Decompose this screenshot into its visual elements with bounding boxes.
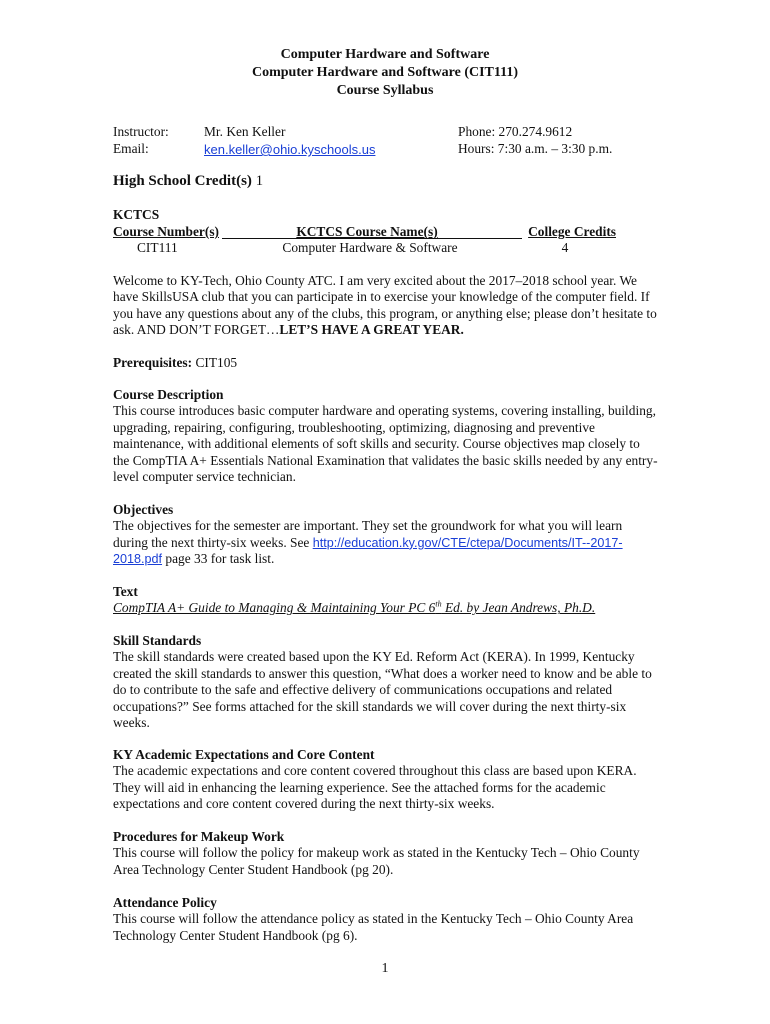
textbook-title: [113, 600, 658, 616]
welcome-paragraph: [113, 273, 658, 339]
credits-label: High School Credit(s): [113, 173, 252, 189]
makeup-heading: Procedures for Makeup Work: [113, 829, 285, 844]
attendance-heading: Attendance Policy: [113, 895, 217, 910]
prerequisites-value: CIT105: [195, 355, 238, 370]
attendance-section: [113, 895, 658, 944]
high-school-credits: [113, 173, 263, 190]
instructor-label: Instructor:: [113, 124, 169, 139]
kctcs-col-credits-label: College Credits: [528, 224, 616, 239]
instructor-name: Mr. Ken Keller: [204, 124, 286, 139]
objectives-text: The objectives for the semester are important. They set the groundwork for what you will learn during the next thirty-six weeks. See: [113, 518, 623, 550]
kctcs-underline-gap: [222, 238, 522, 239]
kctcs-col-course-number: Course Number(s): [113, 224, 219, 239]
ky-academic-section: [113, 747, 658, 813]
kctcs-row-name: Computer Hardware & Software: [282, 240, 458, 255]
phone-number: Phone: 270.274.9612: [458, 124, 573, 139]
course-description-heading: Course Description: [113, 387, 224, 402]
makeup-section: [113, 829, 658, 878]
objectives-text-after: page 33 for task list.: [162, 551, 275, 567]
textbook-title-main: CompTIA A+ Guide to Managing & Maintaining Your PC 6: [113, 600, 436, 616]
kctcs-row-number: CIT111: [137, 240, 178, 255]
ky-academic-text: The academic expectations and core content covered throughout this class are based upon KERA. They will aid in enhancing the learning experience. See the attached forms for the academic expectations and core content covered during the next thirty-six weeks.: [113, 763, 637, 812]
email-link[interactable]: ken.keller@ohio.kyschools.us: [204, 142, 376, 157]
text-section: [113, 584, 658, 617]
textbook-author: Ed. by Jean Andrews, Ph.D.: [441, 600, 596, 616]
attendance-text: This course will follow the attendance policy as stated in the Kentucky Tech – Ohio County Area Technology Center Student Handbook (pg 6).: [113, 911, 634, 943]
welcome-text: Welcome to KY-Tech, Ohio County ATC. I am very excited about the 2017–2018 school year. We have SkillsUSA club that you can participate in to exercise your knowledge of the computer field. If you have any questions about any of the clubs, this program, or anything else; please don’t hesitate to ask. AND DON’T FORGET…: [113, 273, 657, 338]
objectives-heading: Objectives: [113, 502, 174, 517]
course-description-text: This course introduces basic computer hardware and operating systems, covering installing, building, upgrading, repairing, configuring, troubleshooting, optimizing, diagnosing and preventive maintenance, with additional elements of soft skills and security. Course objectives map closely to the CompTIA A+ Essentials National Examination that validates the basic skills needed by any entry-level computer service technician.: [113, 403, 658, 485]
prerequisites: [113, 355, 237, 371]
makeup-text: This course will follow the policy for makeup work as stated in the Kentucky Tech – Ohio County Area Technology Center Student Handbook (pg 20).: [113, 845, 640, 877]
office-hours: Hours: 7:30 a.m. – 3:30 p.m.: [458, 141, 613, 156]
course-description-section: [113, 387, 658, 485]
email-label: Email:: [113, 141, 149, 156]
course-title: Computer Hardware and Software: [280, 47, 490, 62]
course-title-code: Computer Hardware and Software (CIT111): [252, 65, 518, 80]
text-heading: Text: [113, 584, 138, 599]
skill-standards-text: The skill standards were created based upon the KY Ed. Reform Act (KERA). In 1999, Kentucky created the skill standards to answer this question, “What does a worker need to know and be able to do to contribute to the safe and effective delivery of communications occupations and related occupations?” See forms attached for the skill standards we will cover during the next thirty-six weeks.: [113, 649, 652, 731]
skill-standards-section: [113, 633, 658, 731]
credits-value: 1: [255, 173, 264, 189]
page-number: 1: [381, 961, 389, 976]
kctcs-heading: KCTCS: [113, 207, 160, 222]
skill-standards-heading: Skill Standards: [113, 633, 202, 648]
textbook-edition-sup: th: [435, 599, 442, 609]
ky-academic-heading: KY Academic Expectations and Core Content: [113, 747, 375, 762]
objectives-section: [113, 502, 658, 568]
prerequisites-label: Prerequisites:: [113, 355, 193, 370]
objectives-link[interactable]: http://education.ky.gov/CTE/ctepa/Documents/IT--2017-2018.pdf: [113, 535, 623, 567]
kctcs-col-credits: [512, 224, 616, 240]
welcome-emphasis: LET’S HAVE A GREAT YEAR.: [279, 322, 464, 338]
syllabus-title: Course Syllabus: [336, 83, 434, 98]
kctcs-col-course-name-label: KCTCS Course Name(s): [296, 224, 438, 239]
kctcs-row-credits: 4: [561, 240, 569, 255]
